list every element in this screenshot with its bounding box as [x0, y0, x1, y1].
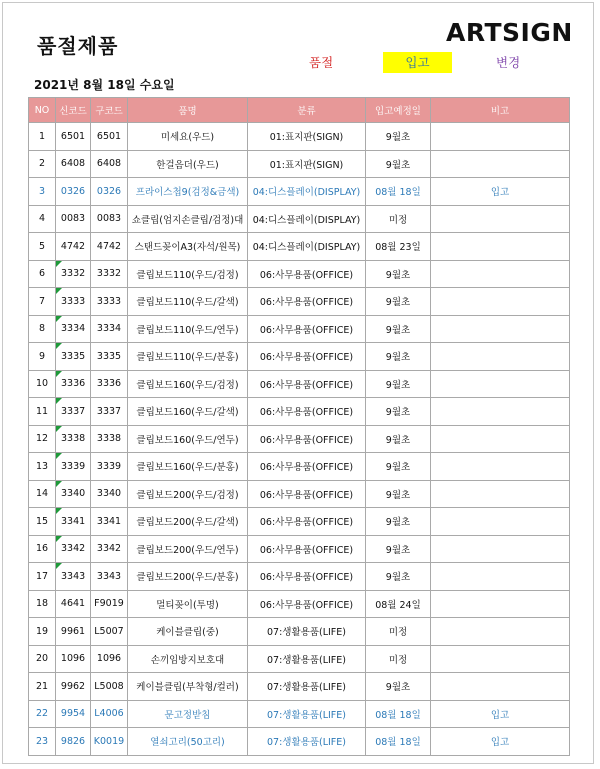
- cell-eta: 9월초: [366, 508, 431, 536]
- cell-eta: 미정: [366, 618, 431, 646]
- cell-no: 17: [29, 563, 56, 591]
- cell-new-code: 3333: [56, 288, 91, 316]
- cell-note: [431, 233, 570, 261]
- table-row: [29, 590, 570, 618]
- table-row: [29, 343, 570, 371]
- cell-name: 클립보드200(우드/검정): [128, 480, 248, 508]
- cell-old-code: 3335: [91, 343, 128, 371]
- cell-note: [431, 260, 570, 288]
- cell-new-code: 3339: [56, 453, 91, 481]
- cell-new-code: 9954: [56, 700, 91, 728]
- cell-category: 06:사무용품(OFFICE): [248, 480, 366, 508]
- cell-category: 06:사무용품(OFFICE): [248, 535, 366, 563]
- cell-category: 06:사무용품(OFFICE): [248, 508, 366, 536]
- table-row: [29, 480, 570, 508]
- cell-eta: 9월초: [366, 453, 431, 481]
- table-row: [29, 508, 570, 536]
- cell-category: 07:생활용품(LIFE): [248, 728, 366, 756]
- cell-old-code: 3332: [91, 260, 128, 288]
- cell-old-code: 3342: [91, 535, 128, 563]
- page-title: 품절제품: [37, 34, 119, 58]
- cell-old-code: 3339: [91, 453, 128, 481]
- cell-name: 클립보드160(우드/연두): [128, 425, 248, 453]
- cell-name: 케이블클립(중): [128, 618, 248, 646]
- cell-no: 22: [29, 700, 56, 728]
- cell-eta: 9월초: [366, 673, 431, 701]
- cell-category: 07:생활용품(LIFE): [248, 618, 366, 646]
- cell-category: 06:사무용품(OFFICE): [248, 370, 366, 398]
- cell-no: 19: [29, 618, 56, 646]
- cell-old-code: L5008: [91, 673, 128, 701]
- table-row: [29, 233, 570, 261]
- cell-new-code: 3332: [56, 260, 91, 288]
- cell-old-code: 3343: [91, 563, 128, 591]
- cell-name: 클립보드160(우드/분홍): [128, 453, 248, 481]
- cell-no: 14: [29, 480, 56, 508]
- cell-note: [431, 590, 570, 618]
- cell-old-code: 4742: [91, 233, 128, 261]
- cell-name: 스탠드꽂이A3(자석/원목): [128, 233, 248, 261]
- cell-new-code: 6501: [56, 123, 91, 151]
- cell-note: [431, 370, 570, 398]
- cell-new-code: 3342: [56, 535, 91, 563]
- column-header-category: 분류: [248, 98, 366, 123]
- cell-name: 프라이스첩9(검정&금색): [128, 178, 248, 206]
- cell-eta: 08월 23일: [366, 233, 431, 261]
- cell-new-code: 0083: [56, 205, 91, 233]
- cell-no: 4: [29, 205, 56, 233]
- report-date: 2021년 8월 18일 수요일: [34, 78, 175, 92]
- cell-old-code: 6501: [91, 123, 128, 151]
- cell-new-code: 6408: [56, 150, 91, 178]
- cell-category: 06:사무용품(OFFICE): [248, 315, 366, 343]
- cell-old-code: 0083: [91, 205, 128, 233]
- cell-old-code: 3340: [91, 480, 128, 508]
- table-row: [29, 673, 570, 701]
- cell-no: 18: [29, 590, 56, 618]
- column-header-new-code: 신코드: [56, 98, 91, 123]
- cell-no: 7: [29, 288, 56, 316]
- table-row: [29, 370, 570, 398]
- column-header-old-code: 구코드: [91, 98, 128, 123]
- cell-category: 04:디스플레이(DISPLAY): [248, 205, 366, 233]
- table-row: [29, 315, 570, 343]
- cell-old-code: 6408: [91, 150, 128, 178]
- cell-no: 6: [29, 260, 56, 288]
- soldout-table: [28, 97, 570, 756]
- cell-new-code: 3336: [56, 370, 91, 398]
- cell-old-code: 3336: [91, 370, 128, 398]
- cell-no: 8: [29, 315, 56, 343]
- cell-name: 클립보드160(우드/갈색): [128, 398, 248, 426]
- table-row: [29, 425, 570, 453]
- cell-eta: 미정: [366, 205, 431, 233]
- cell-category: 01:표지판(SIGN): [248, 123, 366, 151]
- table-row: [29, 260, 570, 288]
- cell-old-code: F9019: [91, 590, 128, 618]
- cell-old-code: L5007: [91, 618, 128, 646]
- cell-eta: 미정: [366, 645, 431, 673]
- cell-note: [431, 645, 570, 673]
- cell-no: 3: [29, 178, 56, 206]
- cell-old-code: 0326: [91, 178, 128, 206]
- brand-logo: ARTSIGN: [446, 18, 573, 47]
- cell-name: 한걸음더(우드): [128, 150, 248, 178]
- cell-eta: 9월초: [366, 260, 431, 288]
- cell-category: 06:사무용품(OFFICE): [248, 260, 366, 288]
- cell-name: 손끼임방지보호대: [128, 645, 248, 673]
- cell-no: 2: [29, 150, 56, 178]
- cell-new-code: 4742: [56, 233, 91, 261]
- cell-name: 클립보드200(우드/갈색): [128, 508, 248, 536]
- cell-eta: 9월초: [366, 343, 431, 371]
- cell-name: 클립보드200(우드/분홍): [128, 563, 248, 591]
- cell-old-code: 3334: [91, 315, 128, 343]
- cell-name: 케이블클립(부착형/컬러): [128, 673, 248, 701]
- cell-new-code: 1096: [56, 645, 91, 673]
- cell-note: [431, 343, 570, 371]
- table-row: [29, 618, 570, 646]
- cell-new-code: 4641: [56, 590, 91, 618]
- cell-old-code: 3333: [91, 288, 128, 316]
- cell-eta: 9월초: [366, 563, 431, 591]
- cell-no: 23: [29, 728, 56, 756]
- cell-name: 클립보드110(우드/갈색): [128, 288, 248, 316]
- table-row: [29, 150, 570, 178]
- cell-category: 04:디스플레이(DISPLAY): [248, 233, 366, 261]
- table-row: [29, 645, 570, 673]
- cell-eta: 9월초: [366, 370, 431, 398]
- cell-new-code: 3335: [56, 343, 91, 371]
- legend-instock: 입고: [383, 52, 452, 73]
- cell-note: [431, 563, 570, 591]
- column-header-eta: 입고예정일: [366, 98, 431, 123]
- cell-category: 06:사무용품(OFFICE): [248, 590, 366, 618]
- cell-eta: 9월초: [366, 123, 431, 151]
- cell-note: [431, 288, 570, 316]
- cell-new-code: 3337: [56, 398, 91, 426]
- cell-category: 06:사무용품(OFFICE): [248, 563, 366, 591]
- cell-no: 10: [29, 370, 56, 398]
- cell-eta: 9월초: [366, 150, 431, 178]
- cell-name: 클립보드200(우드/연두): [128, 535, 248, 563]
- cell-eta: 08월 24일: [366, 590, 431, 618]
- table-header-row: [29, 98, 570, 123]
- cell-no: 21: [29, 673, 56, 701]
- table-row: [29, 453, 570, 481]
- cell-eta: 9월초: [366, 315, 431, 343]
- cell-eta: 9월초: [366, 535, 431, 563]
- cell-category: 07:생활용품(LIFE): [248, 645, 366, 673]
- cell-category: 07:생활용품(LIFE): [248, 673, 366, 701]
- cell-name: 클립보드160(우드/검정): [128, 370, 248, 398]
- cell-name: 미세요(우드): [128, 123, 248, 151]
- cell-note: [431, 315, 570, 343]
- legend-soldout: 품절: [309, 55, 334, 70]
- cell-no: 20: [29, 645, 56, 673]
- cell-no: 9: [29, 343, 56, 371]
- cell-category: 04:디스플레이(DISPLAY): [248, 178, 366, 206]
- cell-no: 16: [29, 535, 56, 563]
- cell-note: [431, 150, 570, 178]
- cell-eta: 9월초: [366, 425, 431, 453]
- cell-name: 쇼클립(엄지손클립/검정)대: [128, 205, 248, 233]
- cell-eta: 9월초: [366, 288, 431, 316]
- cell-note: 입고: [431, 728, 570, 756]
- cell-note: 입고: [431, 700, 570, 728]
- cell-eta: 08월 18일: [366, 700, 431, 728]
- cell-eta: 9월초: [366, 480, 431, 508]
- cell-category: 06:사무용품(OFFICE): [248, 343, 366, 371]
- cell-name: 멀티꽂이(투명): [128, 590, 248, 618]
- cell-new-code: 3343: [56, 563, 91, 591]
- cell-name: 클립보드110(우드/분홍): [128, 343, 248, 371]
- cell-no: 12: [29, 425, 56, 453]
- cell-note: [431, 123, 570, 151]
- cell-old-code: 1096: [91, 645, 128, 673]
- cell-new-code: 3334: [56, 315, 91, 343]
- cell-category: 07:생활용품(LIFE): [248, 700, 366, 728]
- cell-category: 06:사무용품(OFFICE): [248, 398, 366, 426]
- cell-no: 1: [29, 123, 56, 151]
- cell-note: [431, 535, 570, 563]
- cell-name: 문고정받침: [128, 700, 248, 728]
- cell-category: 06:사무용품(OFFICE): [248, 425, 366, 453]
- legend-changed: 변경: [496, 55, 521, 70]
- table-row: [29, 535, 570, 563]
- cell-category: 01:표지판(SIGN): [248, 150, 366, 178]
- cell-category: 06:사무용품(OFFICE): [248, 288, 366, 316]
- cell-old-code: K0019: [91, 728, 128, 756]
- column-header-note: 비고: [431, 98, 570, 123]
- cell-note: [431, 673, 570, 701]
- cell-note: 입고: [431, 178, 570, 206]
- cell-no: 13: [29, 453, 56, 481]
- cell-name: 클립보드110(우드/연두): [128, 315, 248, 343]
- cell-no: 11: [29, 398, 56, 426]
- cell-note: [431, 480, 570, 508]
- cell-name: 열쇠고리(50고리): [128, 728, 248, 756]
- table-row: [29, 700, 570, 728]
- cell-new-code: 9962: [56, 673, 91, 701]
- column-header-name: 품명: [128, 98, 248, 123]
- cell-new-code: 3338: [56, 425, 91, 453]
- cell-note: [431, 425, 570, 453]
- cell-new-code: 3340: [56, 480, 91, 508]
- cell-new-code: 3341: [56, 508, 91, 536]
- cell-no: 5: [29, 233, 56, 261]
- column-header-no: NO: [29, 98, 56, 123]
- cell-name: 클립보드110(우드/검정): [128, 260, 248, 288]
- cell-old-code: 3338: [91, 425, 128, 453]
- table-row: [29, 398, 570, 426]
- cell-old-code: 3337: [91, 398, 128, 426]
- cell-note: [431, 398, 570, 426]
- cell-eta: 08월 18일: [366, 178, 431, 206]
- cell-note: [431, 205, 570, 233]
- cell-new-code: 9961: [56, 618, 91, 646]
- cell-note: [431, 453, 570, 481]
- cell-new-code: 9826: [56, 728, 91, 756]
- cell-eta: 9월초: [366, 398, 431, 426]
- cell-old-code: L4006: [91, 700, 128, 728]
- cell-new-code: 0326: [56, 178, 91, 206]
- cell-note: [431, 618, 570, 646]
- cell-eta: 08월 18일: [366, 728, 431, 756]
- table-row: [29, 288, 570, 316]
- cell-old-code: 3341: [91, 508, 128, 536]
- table-row: [29, 178, 570, 206]
- table-row: [29, 205, 570, 233]
- table-row: [29, 123, 570, 151]
- table-row: [29, 563, 570, 591]
- table-row: [29, 728, 570, 756]
- cell-note: [431, 508, 570, 536]
- cell-category: 06:사무용품(OFFICE): [248, 453, 366, 481]
- cell-no: 15: [29, 508, 56, 536]
